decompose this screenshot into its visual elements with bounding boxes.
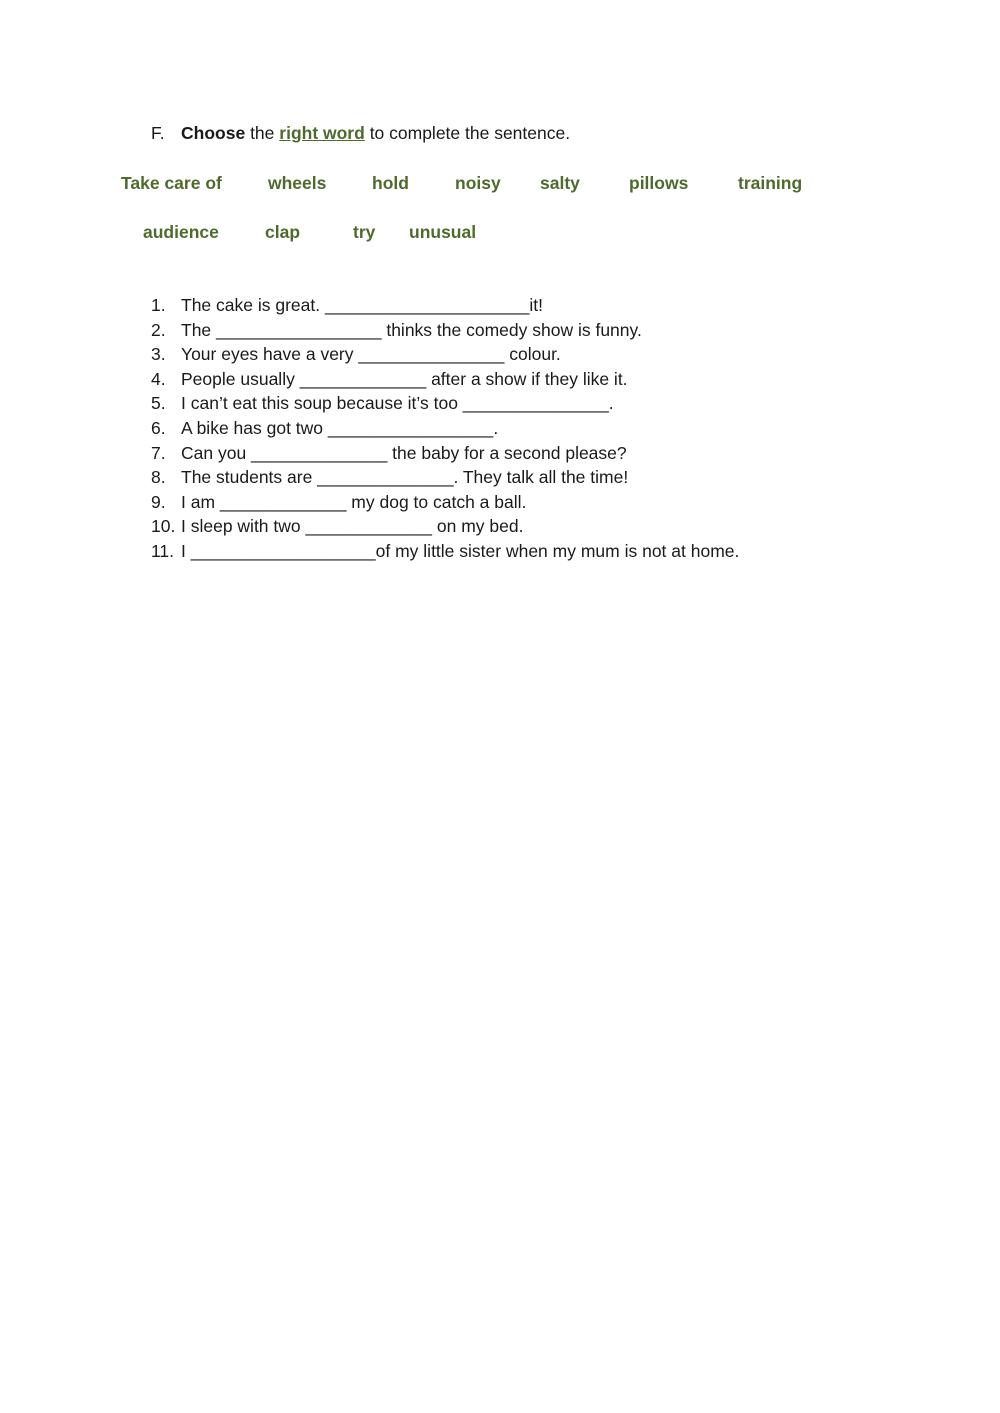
question-item — [151, 539, 739, 564]
question-item — [151, 293, 739, 318]
question-item — [151, 318, 739, 343]
instruction-the: the — [250, 123, 275, 143]
question-number: 8. — [151, 467, 166, 488]
question-text: The _________________ thinks the comedy show is funny. — [181, 319, 642, 340]
word-bank-item: training — [738, 173, 803, 193]
question-text: The cake is great. _____________________it! — [181, 295, 543, 315]
word-bank-item: wheels — [268, 173, 327, 193]
word-bank-item: clap — [265, 222, 301, 242]
word-bank-item: audience — [143, 222, 219, 242]
instruction-line — [151, 121, 570, 145]
question-number: 5. — [151, 393, 166, 414]
question-number: 1. — [151, 295, 166, 315]
question-number: 2. — [151, 319, 166, 340]
word-bank-item: salty — [540, 173, 580, 193]
instruction-right-word: right word — [279, 123, 365, 143]
question-number: 10. — [151, 516, 176, 537]
question-text: Your eyes have a very _______________ colour. — [181, 344, 561, 365]
question-item — [151, 514, 739, 539]
question-item — [151, 367, 739, 392]
word-bank-item: Take care of — [121, 173, 222, 193]
word-bank-item: unusual — [409, 222, 477, 242]
section-letter: F. — [151, 123, 165, 143]
question-item — [151, 490, 739, 515]
question-number: 3. — [151, 344, 166, 365]
question-number: 4. — [151, 368, 166, 389]
question-text: I can’t eat this soup because it’s too _______________. — [181, 393, 614, 414]
question-item — [151, 441, 739, 466]
question-text: I ___________________of my little sister when my mum is not at home. — [181, 540, 740, 561]
question-item — [151, 342, 739, 367]
question-text: I am _____________ my dog to catch a ball. — [181, 491, 527, 512]
question-number: 11. — [151, 540, 175, 561]
question-item — [151, 391, 739, 416]
word-bank-item: try — [353, 222, 376, 242]
question-text: The students are ______________. They talk all the time! — [181, 467, 629, 488]
question-number: 6. — [151, 417, 166, 438]
question-number: 7. — [151, 442, 166, 463]
instruction-choose: Choose — [181, 123, 246, 143]
word-bank-item: noisy — [455, 173, 501, 193]
question-number: 9. — [151, 491, 166, 512]
question-text: Can you ______________ the baby for a second please? — [181, 442, 627, 463]
question-text: A bike has got two _________________. — [181, 417, 499, 438]
question-item — [151, 416, 739, 441]
question-text: I sleep with two _____________ on my bed. — [181, 516, 524, 537]
word-bank-item: hold — [372, 173, 409, 193]
question-list — [151, 293, 739, 564]
word-bank-item: pillows — [629, 173, 689, 193]
instruction-rest: to complete the sentence. — [369, 123, 571, 143]
question-text: People usually _____________ after a show if they like it. — [181, 368, 628, 389]
question-item — [151, 465, 739, 490]
